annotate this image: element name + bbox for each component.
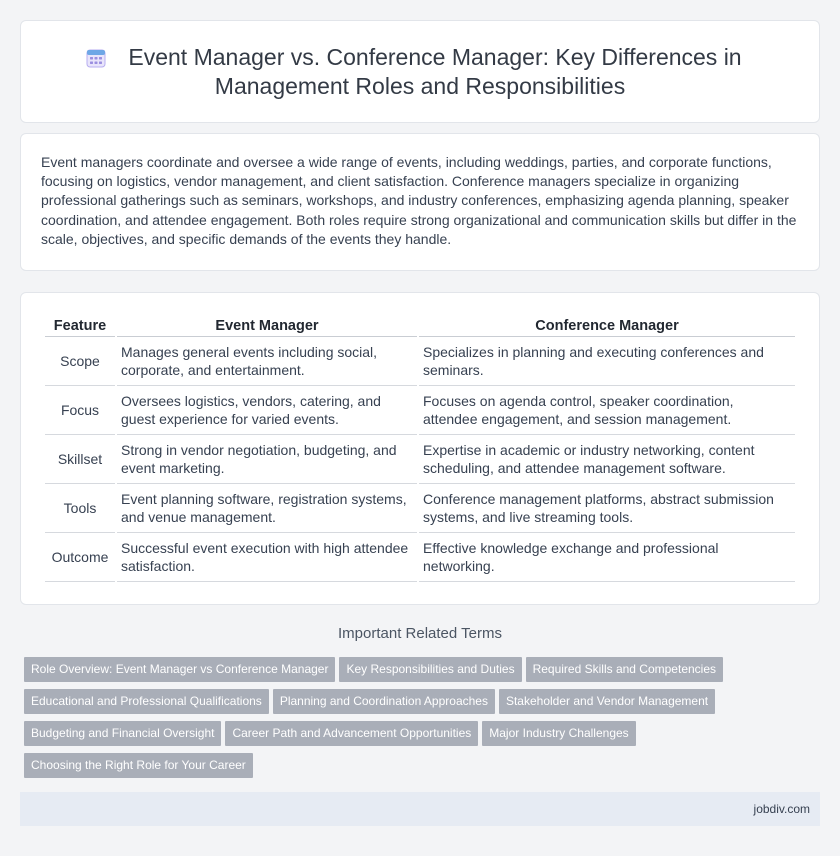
- row-event-manager: Oversees logistics, vendors, catering, and guest experience for varied events.: [117, 386, 417, 435]
- related-term-tag[interactable]: Stakeholder and Vendor Management: [499, 689, 715, 714]
- related-term-tag[interactable]: Planning and Coordination Approaches: [273, 689, 495, 714]
- table-row: [45, 533, 795, 582]
- footer-site-link[interactable]: jobdiv.com: [753, 802, 810, 816]
- related-term-tag[interactable]: Role Overview: Event Manager vs Conference Manager: [24, 657, 335, 682]
- table-row: [45, 484, 795, 533]
- table-header-row: [45, 313, 795, 337]
- row-feature: Focus: [45, 386, 115, 435]
- header-event-manager: Event Manager: [117, 313, 417, 337]
- related-terms-tags: [24, 657, 804, 785]
- footer: [20, 792, 820, 826]
- table-row: [45, 435, 795, 484]
- related-term-tag[interactable]: Key Responsibilities and Duties: [339, 657, 521, 682]
- row-conference-manager: Conference management platforms, abstract submission systems, and live streaming tools.: [419, 484, 795, 533]
- row-conference-manager: Specializes in planning and executing conferences and seminars.: [419, 337, 795, 386]
- title-card: [20, 20, 820, 123]
- row-event-manager: Manages general events including social, corporate, and entertainment.: [117, 337, 417, 386]
- row-event-manager: Strong in vendor negotiation, budgeting, and event marketing.: [117, 435, 417, 484]
- intro-card: [20, 133, 820, 271]
- page-title: [21, 43, 819, 101]
- table-row: [45, 337, 795, 386]
- row-feature: Outcome: [45, 533, 115, 582]
- related-term-tag[interactable]: Educational and Professional Qualifications: [24, 689, 269, 714]
- row-event-manager: Successful event execution with high attendee satisfaction.: [117, 533, 417, 582]
- header-feature: Feature: [45, 313, 115, 337]
- related-terms-title: Important Related Terms: [338, 625, 502, 642]
- related-term-tag[interactable]: Choosing the Right Role for Your Career: [24, 753, 253, 778]
- related-term-tag[interactable]: Budgeting and Financial Oversight: [24, 721, 221, 746]
- comparison-card: [20, 292, 820, 605]
- table-row: [45, 386, 795, 435]
- page-title-line-1: Event Manager vs. Conference Manager: Key Differences in: [128, 44, 742, 70]
- row-event-manager: Event planning software, registration systems, and venue management.: [117, 484, 417, 533]
- row-conference-manager: Effective knowledge exchange and professional networking.: [419, 533, 795, 582]
- page-title-line-2: Management Roles and Responsibilities: [214, 73, 626, 99]
- row-feature: Tools: [45, 484, 115, 533]
- row-feature: Scope: [45, 337, 115, 386]
- comparison-table: [43, 313, 797, 582]
- row-conference-manager: Focuses on agenda control, speaker coordination, attendee engagement, and session management.: [419, 386, 795, 435]
- related-term-tag[interactable]: Major Industry Challenges: [482, 721, 635, 746]
- intro-paragraph: Event managers coordinate and oversee a wide range of events, including weddings, parties, and corporate functions, focusing on logistics, vendor management, and client satisfaction. Conference managers specialize in organizing professional gatherings such as seminars, workshops, and industry conferences, emphasizing agenda planning, speaker coordination, and attendee engagement. Both roles require strong organizational and communication skills but differ in the scale, objectives, and specific demands of the events they handle.: [41, 154, 797, 247]
- row-conference-manager: Expertise in academic or industry networking, content scheduling, and attendee management software.: [419, 435, 795, 484]
- related-term-tag[interactable]: Career Path and Advancement Opportunities: [225, 721, 478, 746]
- row-feature: Skillset: [45, 435, 115, 484]
- related-term-tag[interactable]: Required Skills and Competencies: [526, 657, 723, 682]
- header-conference-manager: Conference Manager: [419, 313, 795, 337]
